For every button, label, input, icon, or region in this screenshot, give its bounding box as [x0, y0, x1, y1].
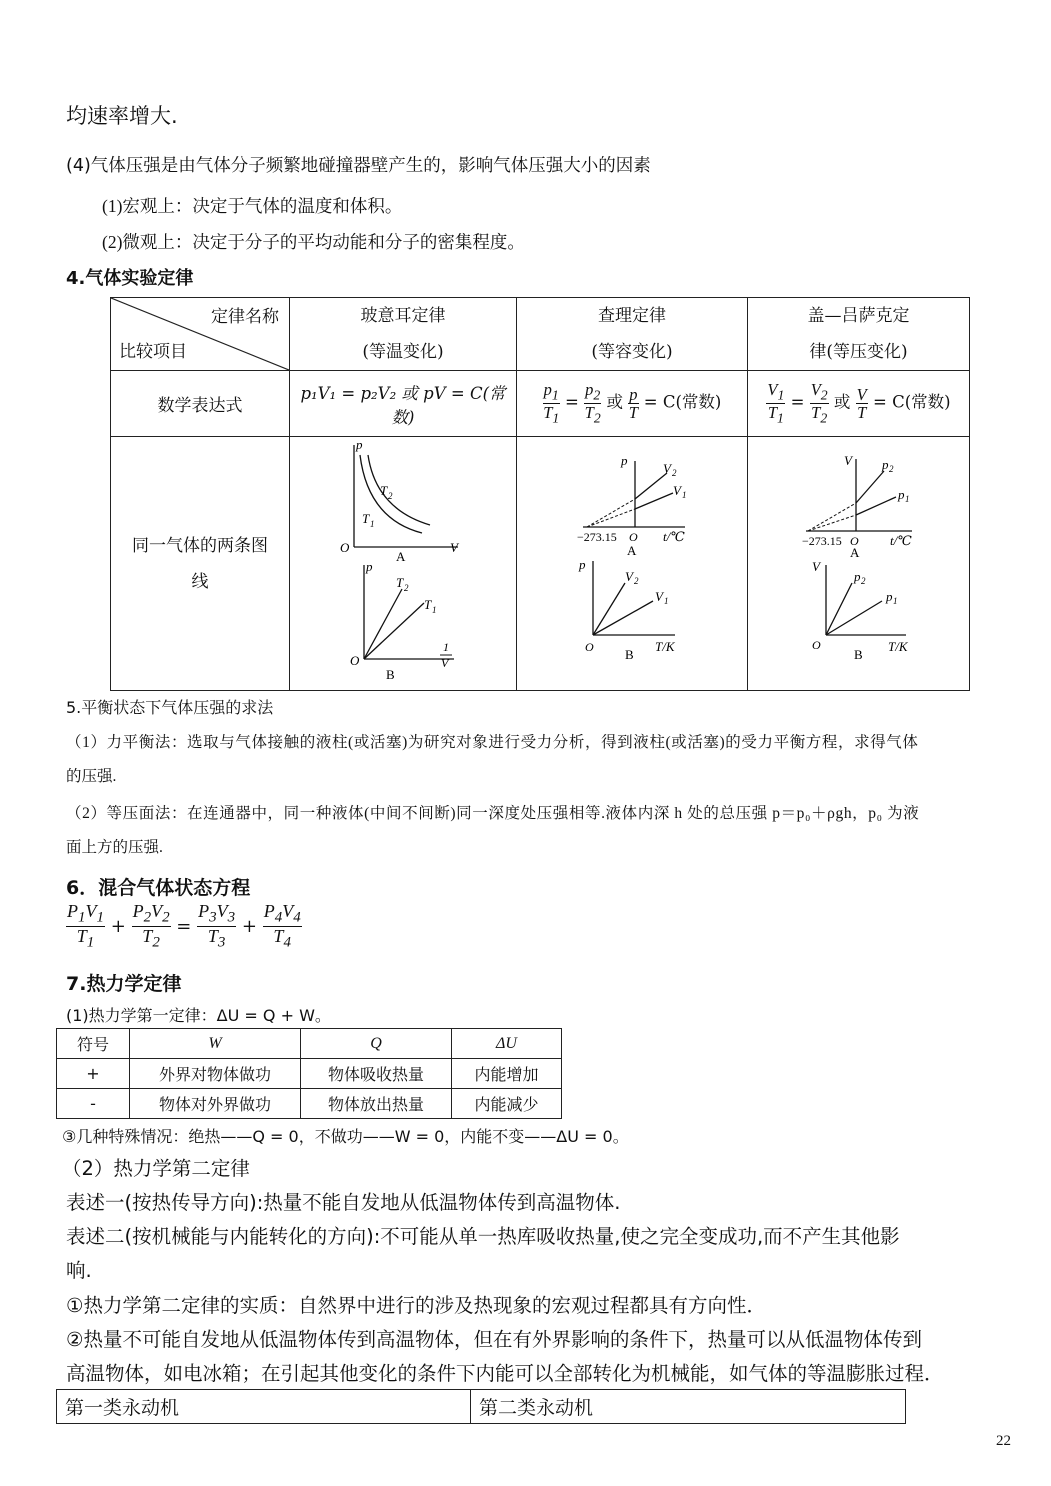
origin: O — [629, 530, 638, 544]
gay-lussac-graphs — [748, 437, 970, 691]
axis-p: p — [621, 453, 628, 468]
header-symbol: 符号 — [57, 1029, 130, 1059]
section4-title: 4.气体实验定律 — [66, 268, 194, 289]
second-law-note-line2: 高温物体，如电冰箱；在引起其他变化的条件下内能可以全部转化为机械能，如气体的等温膨胀过程． — [66, 1362, 944, 1385]
gay-lussac-graph-svg — [748, 437, 972, 691]
pressure-origin-heading: (4)气体压强是由气体分子频繁地碰撞器壁产生的，影响气体压强大小的因素 — [66, 156, 651, 176]
law-sub: (等容变化) — [591, 342, 673, 362]
sub-2: 2 — [634, 576, 639, 586]
sub-1: 1 — [905, 494, 910, 504]
label-V1: V — [655, 589, 663, 604]
label-T2: T — [380, 483, 388, 498]
corner-cell — [111, 298, 290, 371]
graph-label-line2: 线 — [191, 571, 209, 592]
axis-p: p — [579, 557, 586, 572]
sign-cell: + — [57, 1059, 130, 1089]
pressure-factor-micro: (2)微观上：决定于分子的平均动能和分子的密集程度。 — [102, 232, 525, 252]
header-W: W — [130, 1029, 301, 1059]
law-name: 盖—吕萨克定 — [807, 306, 910, 326]
law-name: 玻意耳定律 — [360, 306, 446, 326]
const-text: = C(常数) — [643, 393, 722, 412]
second-law-essence: ①热力学第二定律的实质：自然界中进行的涉及热现象的宏观过程都具有方向性． — [66, 1294, 766, 1317]
charles-graphs — [517, 437, 748, 691]
label-p1: p — [898, 487, 905, 502]
or-text: 或 — [606, 393, 623, 412]
sub-2: 2 — [861, 576, 866, 586]
row-graph-label — [111, 437, 290, 691]
perpetual-first-kind: 第一类永动机 — [57, 1390, 471, 1424]
law-header-boyle — [290, 298, 517, 371]
du-cell: 内能增加 — [452, 1059, 562, 1089]
page-number: 22 — [996, 1433, 1011, 1449]
axis-T: T/K — [888, 639, 908, 654]
special-cases: ③几种特殊情况：绝热——Q = 0，不做功——W = 0，内能不变——ΔU = 0。 — [62, 1127, 629, 1146]
header-dU: ΔU — [452, 1029, 562, 1059]
axis-t: t/℃ — [663, 529, 685, 544]
section5-title: 5.平衡状态下气体压强的求法 — [66, 698, 274, 717]
zero-point: −273.15 — [577, 530, 617, 544]
w-cell: 外界对物体做功 — [130, 1059, 301, 1089]
label-p2: p — [854, 569, 861, 584]
boyle-graphs — [290, 437, 517, 691]
label-T1: T — [362, 511, 370, 526]
label-p1: p — [886, 589, 893, 604]
section6-title: 6．混合气体状态方程 — [66, 877, 251, 899]
origin: O — [350, 653, 360, 668]
sub-1: 1 — [370, 519, 375, 529]
origin: O — [812, 638, 821, 652]
axis-V: V — [812, 559, 820, 574]
axis-T: T/K — [655, 639, 675, 654]
sub-2: 2 — [404, 583, 409, 593]
label-T2: T — [396, 575, 404, 590]
graph-A-label: A — [396, 549, 406, 564]
corner-top-label: 定律名称 — [211, 307, 279, 326]
second-law-title: （2）热力学第二定律 — [62, 1157, 250, 1180]
graph-label-line1: 同一气体的两条图 — [132, 535, 268, 556]
sub-2: 2 — [889, 464, 894, 474]
inv-den: V — [441, 656, 449, 670]
header-Q: Q — [301, 1029, 452, 1059]
graph-B-label: B — [625, 647, 634, 662]
axis-V: V — [844, 453, 852, 468]
q-cell: 物体放出热量 — [301, 1089, 452, 1119]
origin: O — [340, 540, 350, 555]
law-header-charles — [517, 298, 748, 371]
du-cell: 内能减少 — [452, 1089, 562, 1119]
gas-law-table — [110, 297, 970, 691]
row-expr-label: 数学表达式 — [111, 371, 290, 437]
expr-boyle: p₁V₁ = p₂V₂ 或 pV = C(常数) — [290, 371, 517, 437]
section7-title: 7.热力学定律 — [66, 973, 182, 995]
graph-A-label: A — [627, 543, 637, 558]
sub-1: 1 — [432, 605, 437, 615]
label-V1: V — [673, 483, 681, 498]
second-law-note-line1: ②热量不可能自发地从低温物体传到高温物体，但在有外界影响的条件下，热量可以从低温物体传到 — [66, 1328, 922, 1351]
axis-V: V — [450, 540, 458, 555]
sign-cell: - — [57, 1089, 130, 1119]
law-sub: 律(等压变化) — [809, 342, 908, 362]
corner-bottom-label: 比较项目 — [119, 342, 187, 361]
axis-p: p — [356, 437, 363, 452]
section5-para1-line2: 的压强. — [66, 768, 117, 785]
graph-B-label: B — [386, 667, 395, 682]
charles-graph-svg — [517, 437, 747, 691]
or-text: 或 — [833, 393, 851, 412]
const-text: = C(常数) — [873, 393, 951, 412]
section5-para1-line1: （1）力平衡法：选取与气体接触的液柱(或活塞)为研究对象进行受力分析，得到液柱(或活塞)的受力平衡方程，求得气体 — [66, 734, 919, 751]
law-sub: (等温变化) — [362, 342, 444, 362]
graph-B-label: B — [854, 647, 863, 662]
section5-para2-line2: 面上方的压强. — [66, 839, 163, 856]
boyle-graph-svg — [290, 437, 516, 691]
sub-1: 1 — [682, 490, 687, 500]
pressure-factor-macro: (1)宏观上：决定于气体的温度和体积。 — [102, 196, 403, 216]
first-law: (1)热力学第一定律：ΔU = Q + W。 — [66, 1006, 331, 1025]
intro-line: 均速率增大. — [66, 104, 178, 128]
perpetual-second-kind: 第二类永动机 — [471, 1390, 906, 1424]
mixed-gas-equation: $\frac{P_1V_1}{T_1}$ + $\frac{P_2V_2}{T_2}$ = $\frac{P_3V_3}{T_3}$ + $\frac{P_4V_4}{T_4}$ — [67, 901, 301, 951]
statement1: 表述一(按热传导方向):热量不能自发地从低温物体传到高温物体. — [66, 1191, 621, 1214]
statement2-line2: 响. — [66, 1259, 92, 1282]
first-law-sign-table — [56, 1028, 562, 1119]
inv-num: 1 — [443, 640, 449, 654]
section5-para2-line1: （2）等压面法：在连通器中，同一种液体(中间不间断)同一深度处压强相等.液体内深 h 处的总压强 p＝p₀＋ρgh，p₀ 为液 — [66, 805, 920, 822]
sub-1: 1 — [664, 596, 669, 606]
sub-2: 2 — [388, 491, 393, 501]
label-V2: V — [663, 461, 671, 476]
sub-2: 2 — [672, 468, 677, 478]
graph-A-label: A — [850, 545, 860, 560]
expr-charles: $\frac{p_1}{T_1}$ = $\frac{p_2}{T_2}$ 或 $\frac{p}{T}$ = C(常数) — [517, 371, 748, 437]
label-T1: T — [424, 597, 432, 612]
origin: O — [850, 534, 859, 548]
law-name: 查理定律 — [598, 306, 666, 326]
perpetual-motion-table — [56, 1389, 906, 1424]
law-header-gay-lussac — [748, 298, 970, 371]
axis-p: p — [366, 559, 373, 574]
label-V2: V — [625, 569, 633, 584]
zero-point: −273.15 — [802, 534, 842, 548]
expr-gay-lussac: $\frac{V_1}{T_1}$ = $\frac{V_2}{T_2}$ 或 $\frac{V}{T}$ = C(常数) — [748, 371, 970, 437]
table-row — [57, 1089, 562, 1119]
table-row — [57, 1059, 562, 1089]
statement2-line1: 表述二(按机械能与内能转化的方向):不可能从单一热库吸收热量,使之完全变成功,而不产生其他影 — [66, 1225, 900, 1248]
origin: O — [585, 640, 594, 654]
sub-1: 1 — [893, 596, 898, 606]
q-cell: 物体吸收热量 — [301, 1059, 452, 1089]
axis-t: t/℃ — [890, 533, 912, 548]
w-cell: 物体对外界做功 — [130, 1089, 301, 1119]
label-p2: p — [882, 457, 889, 472]
